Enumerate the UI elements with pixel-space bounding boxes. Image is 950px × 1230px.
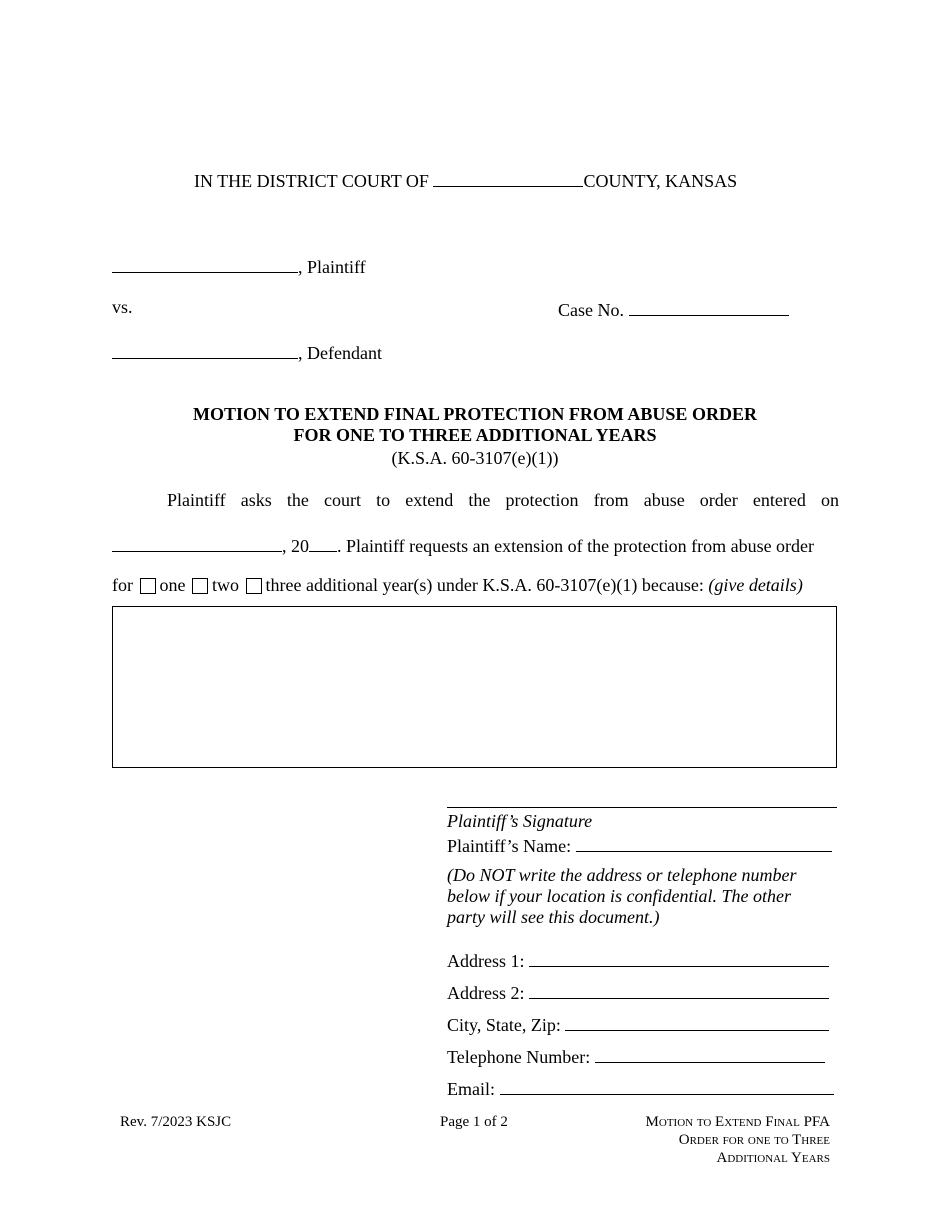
one-year-checkbox[interactable] <box>140 578 156 594</box>
three-label: three additional year(s) under K.S.A. 60-3107(e)(1) because: <box>265 575 704 595</box>
plaintiff-label: , Plaintiff <box>298 257 366 277</box>
para-line1: Plaintiff asks the court to extend the protection from abuse order entered on <box>167 490 839 510</box>
footer-doc-line3: Additional Years <box>716 1150 830 1166</box>
motion-title-line2: FOR ONE TO THREE ADDITIONAL YEARS <box>293 425 657 445</box>
order-date-field[interactable] <box>112 533 282 552</box>
plaintiff-field[interactable] <box>112 254 298 273</box>
footer-doc-title <box>646 1113 830 1167</box>
para-line2-rest: . Plaintiff requests an extension of the protection from abuse order <box>337 536 815 556</box>
footer-doc-line1: Motion to Extend Final PFA <box>645 1114 830 1130</box>
plaintiff-line <box>112 254 366 278</box>
court-suffix: COUNTY, KANSAS <box>583 171 738 191</box>
footer-doc-line2: Order for one to Three <box>678 1132 830 1148</box>
details-text-box[interactable] <box>112 606 837 768</box>
year-prefix: , 20 <box>282 536 309 556</box>
email-field[interactable] <box>500 1076 834 1095</box>
county-field[interactable] <box>433 168 583 187</box>
address2-field[interactable] <box>529 980 829 999</box>
signature-label-text: Plaintiff’s Signature <box>447 811 593 831</box>
defendant-line <box>112 340 382 364</box>
signature-label <box>447 811 592 832</box>
three-year-checkbox[interactable] <box>246 578 262 594</box>
address1-line <box>447 948 829 972</box>
address1-field[interactable] <box>529 948 829 967</box>
para-line3 <box>112 575 803 596</box>
defendant-field[interactable] <box>112 340 298 359</box>
page-number: Page 1 of 2 <box>440 1114 508 1130</box>
plaintiff-name-line <box>447 833 832 857</box>
defendant-label: , Defendant <box>298 343 382 363</box>
phone-field[interactable] <box>595 1044 825 1063</box>
phone-label: Telephone Number: <box>447 1047 591 1067</box>
email-label: Email: <box>447 1079 495 1099</box>
two-year-checkbox[interactable] <box>192 578 208 594</box>
city-label: City, State, Zip: <box>447 1015 561 1035</box>
confidential-warning: (Do NOT write the address or telephone number below if your location is confidential. The other party will see this document.) <box>447 865 797 927</box>
two-label: two <box>212 575 239 595</box>
year-field[interactable] <box>309 533 337 552</box>
case-no-line <box>558 297 789 321</box>
case-no-label: Case No. <box>558 300 624 320</box>
give-details-label: (give details) <box>708 575 803 595</box>
court-prefix: IN THE DISTRICT COURT OF <box>194 171 429 191</box>
for-label: for <box>112 575 133 595</box>
plaintiff-name-label: Plaintiff’s Name: <box>447 836 572 856</box>
city-line <box>447 1012 829 1036</box>
revision-label: Rev. 7/2023 KSJC <box>120 1114 232 1130</box>
para-line2 <box>112 533 839 557</box>
motion-title-line1: MOTION TO EXTEND FINAL PROTECTION FROM ABUSE ORDER <box>193 404 757 424</box>
phone-line <box>447 1044 825 1068</box>
email-line <box>447 1076 834 1100</box>
address2-line <box>447 980 829 1004</box>
plaintiff-name-field[interactable] <box>576 833 832 852</box>
one-label: one <box>159 575 186 595</box>
signature-line[interactable] <box>447 807 837 808</box>
case-no-field[interactable] <box>629 297 789 316</box>
court-heading <box>194 168 737 192</box>
address1-label: Address 1: <box>447 951 525 971</box>
city-field[interactable] <box>565 1012 829 1031</box>
address2-label: Address 2: <box>447 983 525 1003</box>
vs-label: vs. <box>112 297 133 317</box>
statute-reference: (K.S.A. 60-3107(e)(1)) <box>391 448 559 468</box>
